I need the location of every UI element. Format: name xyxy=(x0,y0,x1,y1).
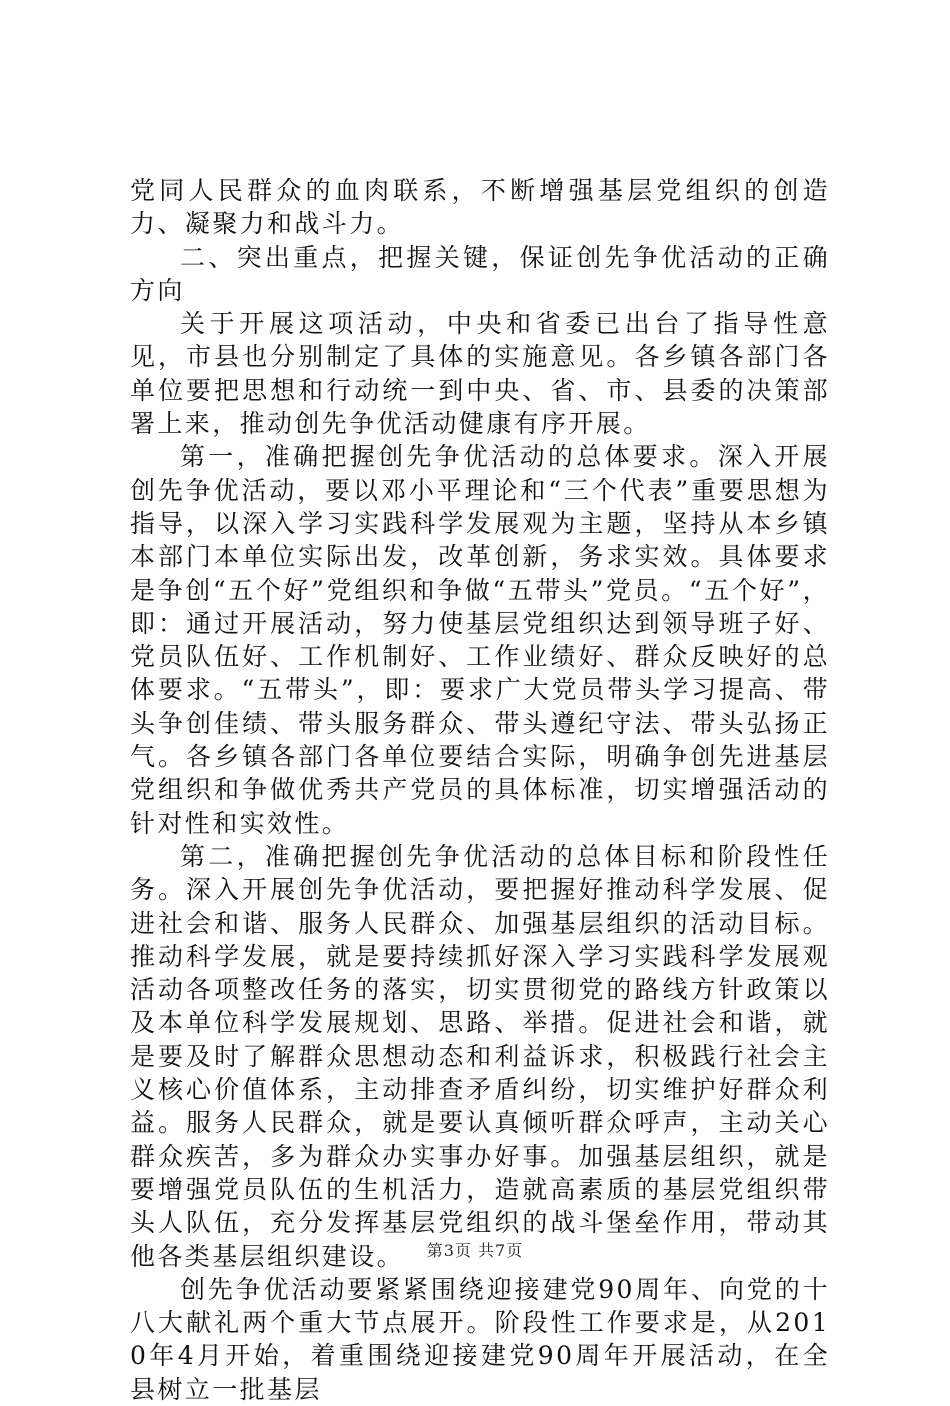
section-heading: 二、突出重点，把握关键，保证创先争优活动的正确方向 xyxy=(130,242,830,305)
paragraph-timeline: 创先争优活动要紧紧围绕迎接建党90周年、向党的十八大献礼两个重大节点展开。阶段性工作要求是，从2010年4月开始，着重围绕迎接建党90周年开展活动，在全县树立一批基层 xyxy=(130,1274,830,1404)
paragraph-continuation: 党同人民群众的血肉联系，不断增强基层党组织的创造力、凝聚力和战斗力。 xyxy=(130,176,830,239)
page-number-footer: 第3页 共7页 xyxy=(426,1241,524,1260)
paragraph-intro: 关于开展这项活动，中央和省委已出台了指导性意见，市县也分别制定了具体的实施意见。各乡镇各部门各单位要把思想和行动统一到中央、省、市、县委的决策部署上来，推动创先争优活动健康有序开展。 xyxy=(130,309,830,439)
document-body xyxy=(130,174,830,1406)
paragraph-first-point: 第一，准确把握创先争优活动的总体要求。深入开展创先争优活动，要以邓小平理论和“三个代表”重要思想为指导，以深入学习实践科学发展观为主题，坚持从本乡镇本部门本单位实际出发，改革创新，务求实效。具体要求是争创“五个好”党组织和争做“五带头”党员。“五个好”，即：通过开展活动，努力使基层党组织达到领导班子好、党员队伍好、工作机制好、工作业绩好、群众反映好的总体要求。“五带头”，即：要求广大党员带头学习提高、带头争创佳绩、带头服务群众、带头遵纪守法、带头弘扬正气。各乡镇各部门各单位要结合实际，明确争创先进基层党组织和争做优秀共产党员的具体标准，切实增强活动的针对性和实效性。 xyxy=(130,442,830,838)
paragraph-second-point: 第二，准确把握创先争优活动的总体目标和阶段性任务。深入开展创先争优活动，要把握好推动科学发展、促进社会和谐、服务人民群众、加强基层组织的活动目标。推动科学发展，就是要持续抓好深入学习实践科学发展观活动各项整改任务的落实，切实贯彻党的路线方针政策以及本单位科学发展规划、思路、举措。促进社会和谐，就是要及时了解群众思想动态和利益诉求，积极践行社会主义核心价值体系，主动排查矛盾纠纷，切实维护好群众利益。服务人民群众，就是要认真倾听群众呼声，主动关心群众疾苦，多为群众办实事办好事。加强基层组织，就是要增强党员队伍的生机活力，造就高素质的基层党组织带头人队伍，充分发挥基层党组织的战斗堡垒作用，带动其他各类基层组织建设。 xyxy=(130,841,830,1271)
